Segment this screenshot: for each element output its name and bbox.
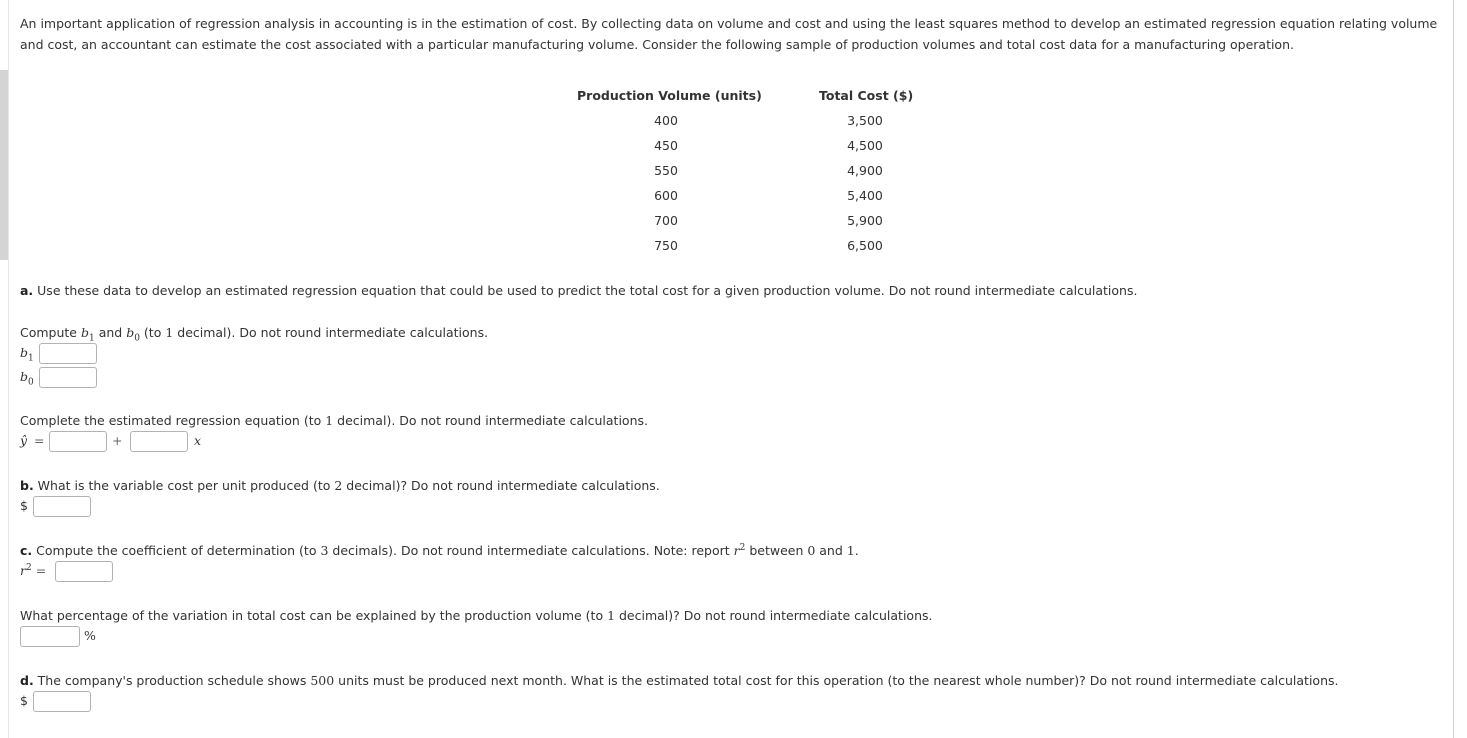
b1-label bbox=[20, 345, 34, 364]
b1-input[interactable] bbox=[39, 343, 97, 364]
table-cell-volume: 700 bbox=[654, 213, 678, 228]
b-letter: b bbox=[126, 325, 135, 340]
subscript-0: 0 bbox=[28, 377, 34, 388]
equation-prompt-suffix: decimal). Do not round intermediate calculations. bbox=[333, 413, 648, 428]
intro-paragraph: An important application of regression analysis in accounting is in the estimation of cost. By collecting data on volume and cost and using the least squares method to develop an estimated regression equation relating volume and cost, an accountant can estimate the cost associated with a particular manufacturing volume. Consider the following sample of production volumes and total cost data for a manufacturing operation. bbox=[20, 16, 1438, 52]
superscript-2: 2 bbox=[739, 543, 746, 553]
table-cell-cost: 5,400 bbox=[847, 188, 883, 203]
subscript-1: 1 bbox=[89, 333, 95, 344]
dollar-sign: $ bbox=[20, 693, 28, 708]
total-cost-input[interactable] bbox=[33, 691, 91, 712]
part-b-text-suffix: decimal)? Do not round intermediate calculations. bbox=[342, 478, 660, 493]
table-cell-cost: 6,500 bbox=[847, 238, 883, 253]
superscript-2: 2 bbox=[25, 563, 32, 573]
table-cell-volume: 450 bbox=[654, 138, 678, 153]
b-letter: b bbox=[20, 345, 29, 360]
percentage-prompt-prefix: What percentage of the variation in total cost can be explained by the production volume (to bbox=[20, 608, 608, 623]
equals-sign: = bbox=[34, 433, 45, 448]
b0-input[interactable] bbox=[39, 367, 97, 388]
part-a-prompt bbox=[20, 283, 1137, 298]
x-variable: x bbox=[194, 433, 202, 448]
period: . bbox=[854, 543, 859, 559]
part-b-letter: b. bbox=[20, 478, 34, 493]
part-c-prompt bbox=[20, 543, 859, 558]
equals-sign: = bbox=[35, 563, 47, 579]
r-symbol: r bbox=[20, 563, 26, 579]
dollar-sign: $ bbox=[20, 498, 28, 513]
and-text: and bbox=[815, 543, 847, 559]
yhat-symbol: ŷ bbox=[20, 433, 28, 448]
table-cell-volume: 400 bbox=[654, 113, 678, 128]
units-number: 500 bbox=[310, 673, 335, 688]
decimal-count: 3 bbox=[320, 543, 329, 559]
subscript-0: 0 bbox=[134, 333, 140, 344]
part-b-text-prefix: What is the variable cost per unit produced (to bbox=[33, 478, 335, 493]
percent-sign: % bbox=[84, 628, 96, 643]
decimal-count: 1 bbox=[607, 608, 616, 623]
equation-prompt-prefix: Complete the estimated regression equation (to bbox=[20, 413, 326, 428]
compute-suffix-b: decimal). Do not round intermediate calculations. bbox=[173, 325, 489, 340]
b-letter: b bbox=[80, 325, 89, 340]
decimal-count: 1 bbox=[165, 325, 174, 340]
compute-suffix-a: (to bbox=[139, 325, 166, 340]
part-a-letter: a. bbox=[20, 283, 34, 298]
r-squared-label bbox=[20, 563, 46, 578]
table-cell-volume: 550 bbox=[654, 163, 678, 178]
slope-input[interactable] bbox=[130, 431, 188, 452]
part-d-letter: d. bbox=[20, 673, 34, 688]
table-header-volume: Production Volume (units) bbox=[577, 88, 762, 103]
part-c-text-mid: decimals). Do not round intermediate calculations. Note: report bbox=[328, 543, 734, 559]
decimal-count: 1 bbox=[325, 413, 334, 428]
zero-number: 0 bbox=[807, 543, 816, 559]
left-scroll-indicator bbox=[0, 70, 8, 260]
b-letter: b bbox=[20, 369, 29, 384]
subscript-1: 1 bbox=[28, 353, 34, 364]
equation-prompt bbox=[20, 413, 648, 428]
r-symbol: r bbox=[733, 543, 740, 559]
between-text: between bbox=[745, 543, 808, 559]
one-number: 1 bbox=[846, 543, 855, 559]
part-d-text-suffix: units must be produced next month. What is the estimated total cost for this operation (to the nearest whole number)? Do not round intermediate calculations. bbox=[334, 673, 1339, 688]
b1-symbol bbox=[80, 325, 95, 344]
decimal-count: 2 bbox=[334, 478, 343, 493]
b0-label bbox=[20, 369, 34, 388]
percentage-prompt-suffix: decimal)? Do not round intermediate calculations. bbox=[615, 608, 933, 623]
table-cell-volume: 750 bbox=[654, 238, 678, 253]
r-squared-input[interactable] bbox=[55, 561, 113, 582]
part-a-text: Use these data to develop an estimated regression equation that could be used to predict the total cost for a given production volume. Do not round intermediate calculations. bbox=[33, 283, 1138, 298]
part-b-prompt bbox=[20, 478, 660, 493]
table-cell-cost: 5,900 bbox=[847, 213, 883, 228]
table-header-cost: Total Cost ($) bbox=[819, 88, 914, 103]
plus-sign: + bbox=[112, 433, 123, 448]
percentage-prompt bbox=[20, 608, 932, 623]
question-frame bbox=[8, 0, 1454, 738]
table-cell-volume: 600 bbox=[654, 188, 678, 203]
intercept-input[interactable] bbox=[49, 431, 107, 452]
percentage-input[interactable] bbox=[20, 626, 80, 647]
part-d-text-prefix: The company's production schedule shows bbox=[33, 673, 311, 688]
table-cell-cost: 4,500 bbox=[847, 138, 883, 153]
variable-cost-input[interactable] bbox=[33, 496, 91, 517]
b0-symbol bbox=[126, 325, 140, 344]
compute-b1-b0-prompt bbox=[20, 325, 488, 344]
table-cell-cost: 3,500 bbox=[847, 113, 883, 128]
part-d-prompt bbox=[20, 673, 1339, 688]
and-text: and bbox=[94, 325, 127, 340]
part-c-text-prefix: Compute the coefficient of determination (to bbox=[32, 543, 321, 559]
part-c-letter: c. bbox=[20, 543, 33, 559]
compute-prefix: Compute bbox=[20, 325, 81, 340]
table-cell-cost: 4,900 bbox=[847, 163, 883, 178]
